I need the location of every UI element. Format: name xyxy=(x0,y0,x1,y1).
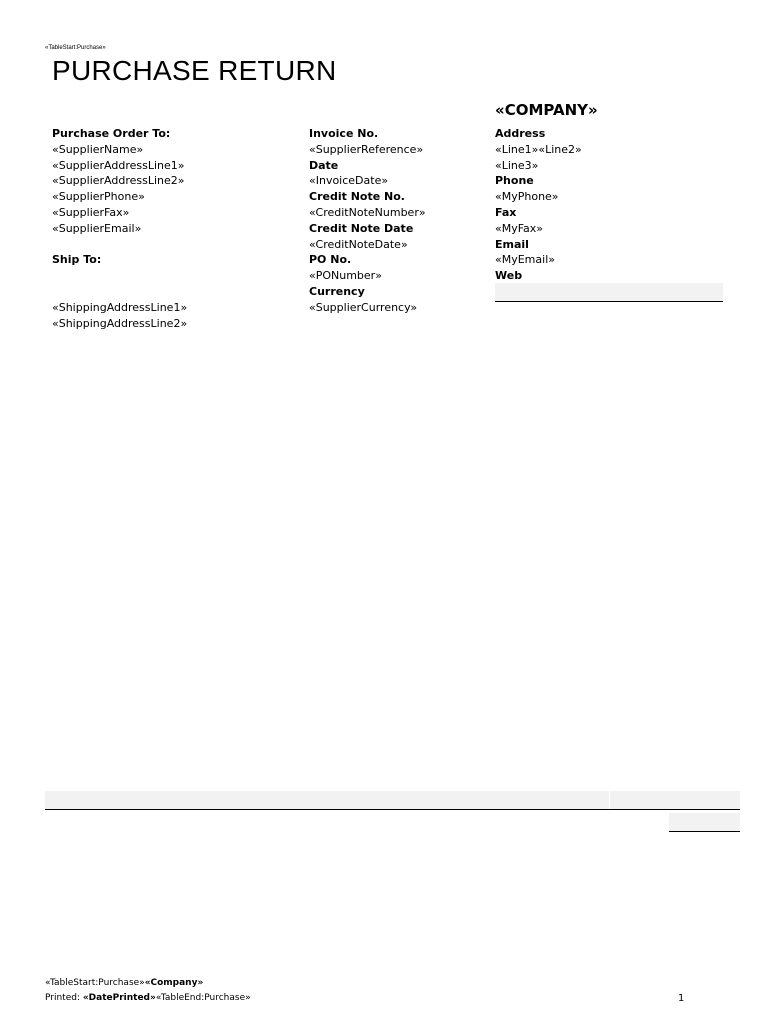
items-table-row xyxy=(45,791,740,810)
supplier-address-line1: «SupplierAddressLine1» xyxy=(52,158,185,172)
phone-label: Phone xyxy=(495,174,534,188)
invoice-block xyxy=(309,126,426,316)
footer-company: «Company» xyxy=(144,978,204,988)
company-name: «COMPANY» xyxy=(495,101,598,119)
currency-label: Currency xyxy=(309,284,365,298)
supplier-block xyxy=(52,126,187,331)
fax-value: «MyFax» xyxy=(495,221,544,235)
date-label: Date xyxy=(309,158,339,172)
spacer xyxy=(52,237,187,253)
shipping-address-line1: «ShippingAddressLine1» xyxy=(52,300,188,314)
shipping-address-line2: «ShippingAddressLine2» xyxy=(52,316,188,330)
footer-line2 xyxy=(45,993,251,1003)
supplier-fax: «SupplierFax» xyxy=(52,205,130,219)
credit-note-date-label: Credit Note Date xyxy=(309,221,414,235)
date-value: «InvoiceDate» xyxy=(309,174,389,188)
po-no-value: «PONumber» xyxy=(309,269,382,283)
web-value-field xyxy=(495,283,723,302)
supplier-address-line2: «SupplierAddressLine2» xyxy=(52,174,185,188)
address-line2: «Line3» xyxy=(495,158,539,172)
ship-to-label: Ship To: xyxy=(52,253,102,267)
currency-value: «SupplierCurrency» xyxy=(309,300,418,314)
footer-date-printed: «DatePrinted» xyxy=(82,993,156,1003)
supplier-name: «SupplierName» xyxy=(52,142,144,156)
address-label: Address xyxy=(495,127,546,140)
credit-note-no-label: Credit Note No. xyxy=(309,190,405,204)
footer-line1 xyxy=(45,978,203,988)
purchase-order-to-label: Purchase Order To: xyxy=(52,127,171,140)
fax-label: Fax xyxy=(495,205,517,219)
footer-table-start: «TableStart:Purchase» xyxy=(45,978,145,988)
spacer xyxy=(52,284,187,300)
address-line1: «Line1»«Line2» xyxy=(495,142,582,156)
supplier-phone: «SupplierPhone» xyxy=(52,190,145,204)
page-number: 1 xyxy=(678,993,685,1004)
spacer xyxy=(52,268,187,284)
supplier-email: «SupplierEmail» xyxy=(52,221,142,235)
credit-note-date-value: «CreditNoteDate» xyxy=(309,237,408,251)
table-start-tag: «TableStart:Purchase» xyxy=(45,45,106,51)
page-title: PURCHASE RETURN xyxy=(52,55,337,86)
footer-table-end: «TableEnd:Purchase» xyxy=(155,993,251,1003)
credit-note-no-value: «CreditNoteNumber» xyxy=(309,205,426,219)
phone-value: «MyPhone» xyxy=(495,190,559,204)
table-column-divider xyxy=(609,791,610,809)
email-label: Email xyxy=(495,237,529,251)
invoice-no-label: Invoice No. xyxy=(309,127,379,140)
email-value: «MyEmail» xyxy=(495,253,555,267)
company-block xyxy=(495,126,582,284)
total-field xyxy=(669,813,740,832)
po-no-label: PO No. xyxy=(309,253,352,267)
invoice-no-value: «SupplierReference» xyxy=(309,142,424,156)
web-label: Web xyxy=(495,269,523,283)
footer-printed-label: Printed: xyxy=(45,993,83,1003)
